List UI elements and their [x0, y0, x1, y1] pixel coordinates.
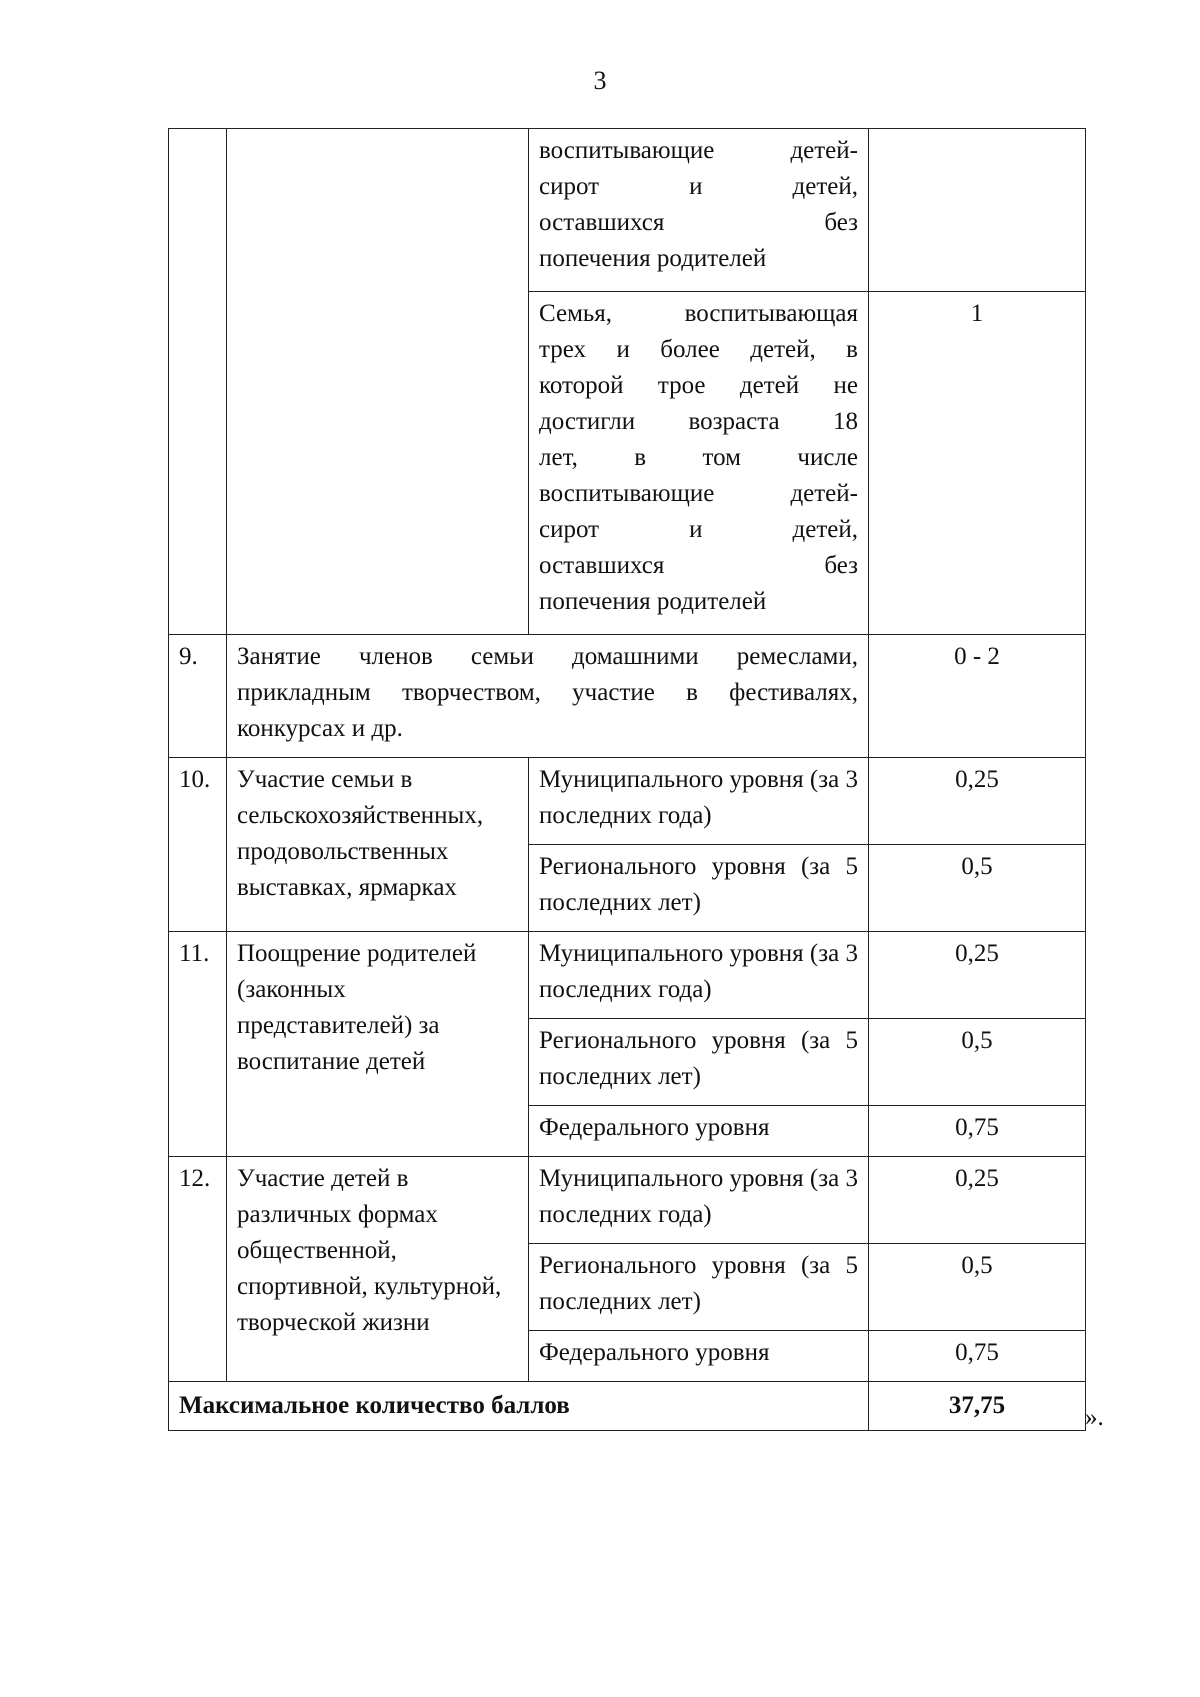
criterion-line: Семья, воспитывающая: [539, 300, 858, 327]
cell-score-12-municipal: 0,25: [869, 1157, 1086, 1244]
cell-level-11-federal: Федерального уровня: [529, 1106, 869, 1157]
criterion-line: лет, в том числе: [539, 444, 858, 471]
cell-level-10-regional: Регионального уровня (за 5 последних лет): [529, 845, 869, 932]
cell-level-11-municipal: Муниципального уровня (за 3 последних года): [529, 932, 869, 1019]
cell-title-11: Поощрение родителей (законных представителей) за воспитание детей: [227, 932, 529, 1157]
table-row-9: [169, 635, 1086, 758]
criterion-line: сирот и детей,: [539, 173, 858, 200]
cell-title-10: Участие семьи в сельскохозяйственных, продовольственных выставках, ярмарках: [227, 758, 529, 932]
cell-num-10: 10.: [169, 758, 227, 932]
cell-total-label: Максимальное количество баллов: [169, 1382, 869, 1431]
criterion-line: оставшихся без: [539, 552, 858, 579]
table-row-8-continued-a: [169, 129, 1086, 292]
cell-level-10-municipal: Муниципального уровня (за 3 последних года): [529, 758, 869, 845]
cell-level-11-regional: Регионального уровня (за 5 последних лет): [529, 1019, 869, 1106]
cell-num-12: 12.: [169, 1157, 227, 1382]
cell-level-12-municipal: Муниципального уровня (за 3 последних года): [529, 1157, 869, 1244]
closing-quote-mark: ».: [1085, 1404, 1104, 1431]
table-row-total: [169, 1382, 1086, 1431]
cell-num-9: 9.: [169, 635, 227, 758]
cell-score-12-federal: 0,75: [869, 1331, 1086, 1382]
cell-score-9: 0 - 2: [869, 635, 1086, 758]
criterion-line: трех и более детей, в: [539, 336, 858, 363]
criterion-line: воспитывающие детей-: [539, 137, 858, 164]
cell-criterion-8b: [529, 292, 869, 635]
criterion-line: оставшихся без: [539, 209, 858, 236]
cell-total-value: 37,75: [869, 1382, 1086, 1431]
cell-score-11-federal: 0,75: [869, 1106, 1086, 1157]
cell-score-11-regional: 0,5: [869, 1019, 1086, 1106]
cell-score-8a: [869, 129, 1086, 292]
cell-criterion-8a: [529, 129, 869, 292]
cell-score-12-regional: 0,5: [869, 1244, 1086, 1331]
cell-title-12: Участие детей в различных формах общественной, спортивной, культурной, творческой жизни: [227, 1157, 529, 1382]
cell-score-10-municipal: 0,25: [869, 758, 1086, 845]
criterion-line: сирот и детей,: [539, 516, 858, 543]
criteria-table: [168, 128, 1086, 1431]
page-number: 3: [593, 66, 607, 95]
criterion-line: которой трое детей не: [539, 372, 858, 399]
table-row-11-municipal: [169, 932, 1086, 1019]
cell-num-11: 11.: [169, 932, 227, 1157]
criterion-line: попечения родителей: [539, 245, 767, 272]
cell-num-8-empty: [169, 129, 227, 635]
cell-level-12-regional: Регионального уровня (за 5 последних лет): [529, 1244, 869, 1331]
cell-level-12-federal: Федерального уровня: [529, 1331, 869, 1382]
cell-text-9: Занятие членов семьи домашними ремеслами, прикладным творчеством, участие в фестивалях, конкурсах и др.: [227, 635, 869, 758]
cell-score-8b: 1: [869, 292, 1086, 635]
table-row-12-municipal: [169, 1157, 1086, 1244]
table-row-10-municipal: [169, 758, 1086, 845]
cell-score-11-municipal: 0,25: [869, 932, 1086, 1019]
criterion-line: попечения родителей: [539, 588, 767, 615]
cell-title-8-empty: [227, 129, 529, 635]
criterion-line: воспитывающие детей-: [539, 480, 858, 507]
cell-score-10-regional: 0,5: [869, 845, 1086, 932]
criterion-line: достигли возраста 18: [539, 408, 858, 435]
